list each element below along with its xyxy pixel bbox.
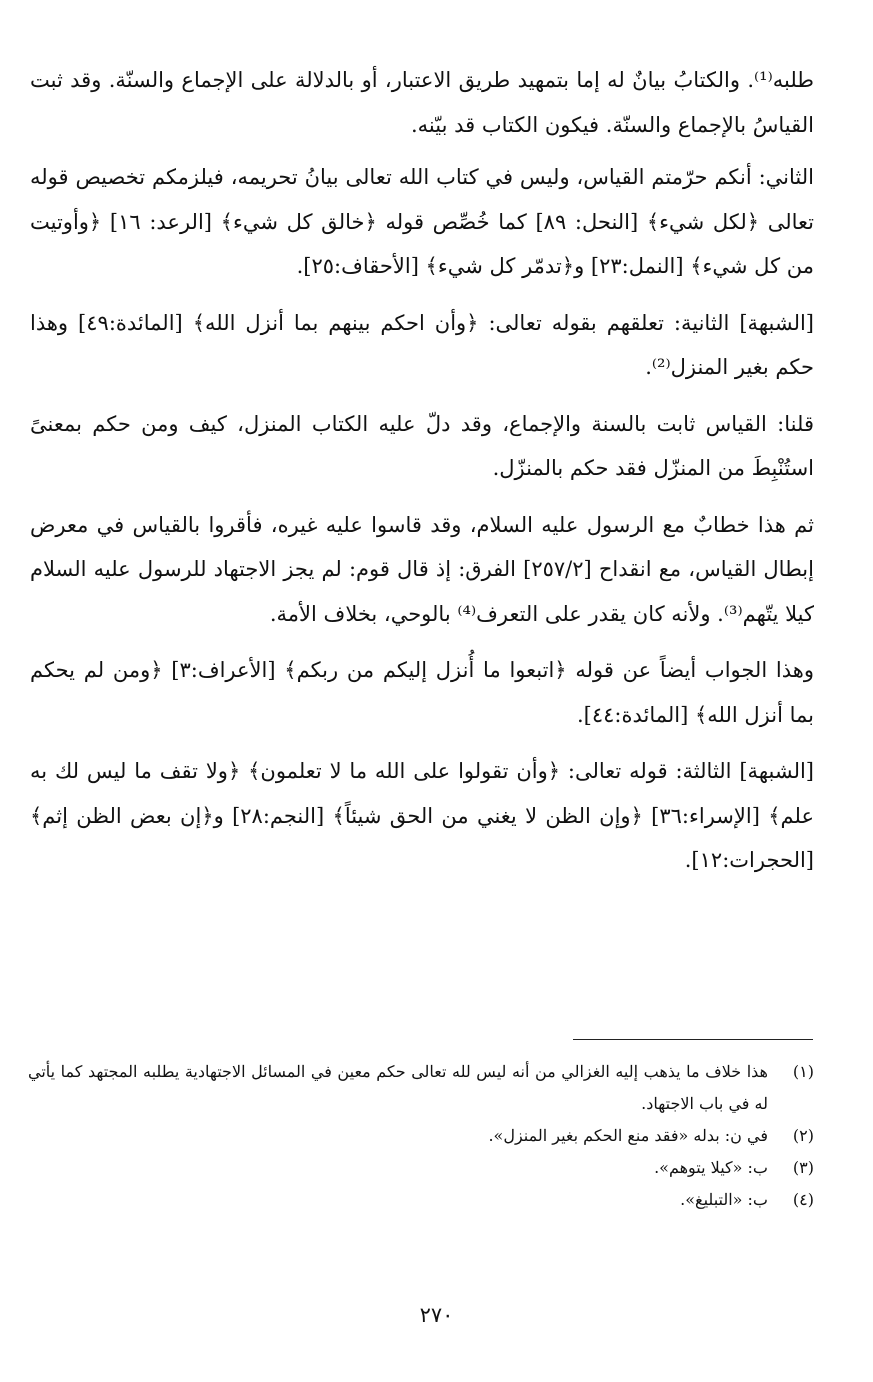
footnote-3	[28, 1152, 814, 1184]
footnote-divider	[573, 1039, 813, 1040]
footnote-text: هذا خلاف ما يذهب إليه الغزالي من أنه ليس لله تعالى حكم معين في المسائل الاجتهادية يطلبه المجتهد كما يأتي له في باب الاجتهاد.	[28, 1062, 768, 1113]
paragraph-1: طلبه⁽¹⁾. والكتابُ بيانٌ له إما بتمهيد طريق الاعتبار، أو بالدلالة على الإجماع والسنّة. وقد ثبت القياسُ بالإجماع والسنّة. فيكون الكتاب قد بيّنه.	[30, 68, 814, 137]
footnote-text: في ن: بدله «فقد منع الحكم بغير المنزل».	[488, 1126, 768, 1145]
paragraph-5: ثم هذا خطابٌ مع الرسول عليه السلام، وقد قاسوا عليه غيره، فأقروا بالقياس في معرض إبطال القياس، مع انقداح [٢٥٧/٢] الفرق: إذ قال قوم: لم يجز الاجتهاد للرسول عليه السلام كيلا يتّهم⁽³⁾. ولأنه كان يقدر على التعرف⁽⁴⁾ بالوحي، بخلاف الأمة.	[30, 512, 814, 626]
footnote-number: (١)	[792, 1062, 814, 1081]
paragraph-6: وهذا الجواب أيضاً عن قوله ﴿اتبعوا ما أُنزل إليكم من ربكم﴾ [الأعراف:٣] ﴿ومن لم يحكم بما أنزل الله﴾ [المائدة:٤٤].	[30, 658, 814, 727]
page-body	[30, 58, 814, 895]
footnote-2	[28, 1120, 814, 1152]
paragraph-3: [الشبهة] الثانية: تعلقهم بقوله تعالى: ﴿وأن احكم بينهم بما أنزل الله﴾ [المائدة:٤٩] وهذا حكم بغير المنزل⁽²⁾.	[30, 310, 814, 379]
footnote-number: (٢)	[792, 1126, 814, 1145]
paragraph-2: الثاني: أنكم حرّمتم القياس، وليس في كتاب الله تعالى بيانُ تحريمه، فيلزمكم تخصيص قوله تعالى ﴿لكل شيء﴾ [النحل: ٨٩] كما خُصِّص قوله ﴿خالق كل شيء﴾ [الرعد: ١٦] ﴿وأوتيت من كل شيء﴾ [النمل:٢٣] و﴿تدمّر كل شيء﴾ [الأحقاف:٢٥].	[30, 165, 815, 278]
page-number: ٢٧٠	[419, 1303, 454, 1327]
footnotes	[28, 1056, 814, 1216]
paragraph-4: قلنا: القياس ثابت بالسنة والإجماع، وقد دلّ عليه الكتاب المنزل، كيف ومن حكم بمعنىً استُنْبِطَ من المنزّل فقد حكم بالمنزّل.	[30, 411, 814, 480]
footnote-number: (٤)	[792, 1190, 814, 1209]
footnote-4	[28, 1184, 814, 1216]
footnote-text: ب: «كيلا يتوهم».	[654, 1158, 768, 1177]
paragraph-7: [الشبهة] الثالثة: قوله تعالى: ﴿وأن تقولوا على الله ما لا تعلمون﴾ ﴿ولا تقف ما ليس لك به علم﴾ [الإسراء:٣٦] ﴿وإن الظن لا يغني من الحق شيئاً﴾ [النجم:٢٨] و﴿إن بعض الظن إثم﴾ [الحجرات:١٢].	[30, 759, 814, 872]
footnote-number: (٣)	[792, 1158, 814, 1177]
footnote-1	[28, 1056, 814, 1120]
footnote-text: ب: «التبليغ».	[680, 1190, 768, 1209]
